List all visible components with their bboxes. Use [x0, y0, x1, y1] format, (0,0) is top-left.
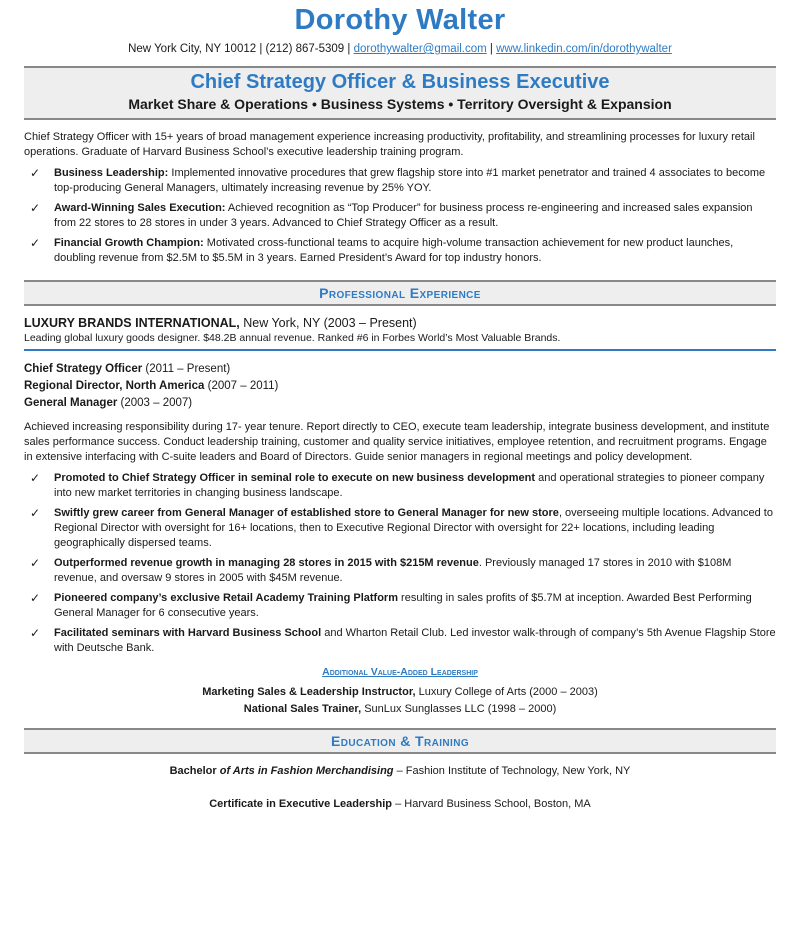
- section-title: Professional Experience: [319, 285, 481, 301]
- contact-phone: (212) 867-5309: [265, 43, 345, 55]
- roles-list: [24, 361, 776, 412]
- list-item: [24, 556, 776, 586]
- achievement-bold: Facilitated seminars with Harvard Business School: [54, 627, 322, 639]
- role-line: [24, 395, 776, 412]
- certificate-line: [24, 797, 776, 812]
- check-mark-icon: ✓: [30, 556, 41, 570]
- check-mark-icon: ✓: [30, 201, 41, 215]
- experience-section-header: [24, 280, 776, 306]
- headline: Chief Strategy Officer & Business Executive: [190, 71, 610, 93]
- additional-item-bold: National Sales Trainer,: [243, 703, 362, 715]
- achievements-list: [24, 471, 776, 656]
- achievement-text: , overseeing multiple locations. Advanced to Regional Director with oversight for 16+ locations, then to Executive Regional Director with oversight for 22+ locations, including leading geographically dispersed teams.: [54, 507, 773, 549]
- achievement-bold: Outperformed revenue growth in managing 28 stores in 2015 with $215M revenue: [54, 557, 479, 569]
- degree-name: of Arts in Fashion Merchandising: [219, 765, 394, 777]
- degree-line: [24, 764, 776, 779]
- subheadline: Market Share & Operations • Business Systems • Territory Oversight & Expansion: [128, 96, 672, 112]
- check-mark-icon: ✓: [30, 626, 41, 640]
- role-title: Chief Strategy Officer: [24, 363, 143, 375]
- degree-prefix: Bachelor: [169, 765, 220, 777]
- role-dates: (2007 – 2011): [204, 380, 279, 392]
- highlight-text: Achieved recognition as “Top Producer” for business process re-engineering and increased sales expansion from 22 stores to 28 stores in under 3 years. Advanced to Chief Strategy Officer as a result.: [54, 202, 753, 229]
- company-description: Leading global luxury goods designer. $48.2B annual revenue. Ranked #6 in Forbes World’s Most Valuable Brands.: [24, 331, 776, 351]
- role-title: Regional Director, North America: [24, 380, 205, 392]
- additional-item-bold: Marketing Sales & Leadership Instructor,: [202, 686, 416, 698]
- list-item: [24, 471, 776, 501]
- additional-item: [24, 684, 776, 701]
- achievement-bold: Promoted to Chief Strategy Officer in seminal role to execute on new business development: [54, 472, 536, 484]
- candidate-name: Dorothy Walter: [294, 4, 506, 36]
- achievement-text: and operational strategies to pioneer company into new market territories in changing business landscape.: [54, 472, 765, 499]
- highlights-list: [24, 166, 776, 266]
- additional-item: [24, 701, 776, 718]
- contact-location: New York City, NY 10012: [128, 43, 257, 55]
- highlight-text: Implemented innovative procedures that grew flagship store into #1 market penetrator and trained 4 associates to become top-producing General Managers, ultimately increasing revenue by 25% YOY.: [54, 167, 766, 194]
- contact-separator: |: [347, 43, 351, 55]
- list-item: [24, 506, 776, 551]
- section-title: Education & Training: [330, 733, 470, 749]
- check-mark-icon: ✓: [30, 236, 41, 250]
- achievement-text: and Wharton Retail Club. Led investor walk-through of company’s 5th Avenue Flagship Store with Deutsche Bank.: [54, 627, 776, 654]
- check-mark-icon: ✓: [30, 591, 41, 605]
- list-item: [24, 626, 776, 656]
- additional-leadership-title: Additional Value-Added Leadership: [322, 666, 478, 678]
- company-name: LUXURY BRANDS INTERNATIONAL,: [24, 316, 240, 330]
- list-item: [24, 166, 776, 196]
- achievement-text: resulting in sales profits of $5.7M at inception. Awarded Best Performing General Manager for 6 consecutive years.: [54, 592, 752, 619]
- achievement-text: . Previously managed 17 stores in 2010 with $108M revenue, and oversaw 9 stores in 2005 with $45M revenue.: [54, 557, 732, 584]
- list-item: [24, 236, 776, 266]
- education-section-header: [24, 728, 776, 754]
- role-dates: (2011 – Present): [142, 363, 231, 375]
- company-location: New York, NY (2003 – Present): [239, 316, 417, 330]
- role-line: [24, 378, 776, 395]
- contact-line: [24, 42, 776, 56]
- highlight-label: Financial Growth Champion:: [54, 237, 204, 249]
- achievement-bold: Swiftly grew career from General Manager of established store to General Manager for new store: [54, 507, 559, 519]
- contact-separator: |: [489, 43, 493, 55]
- highlight-label: Award-Winning Sales Execution:: [54, 202, 226, 214]
- summary-paragraph: Chief Strategy Officer with 15+ years of broad management experience increasing productivity, profitability, and streamlining processes for luxury retail operations. Graduate of Harvard Business School’s executive leadership training program.: [24, 131, 755, 158]
- contact-separator: |: [259, 43, 263, 55]
- additional-item-text: SunLux Sunglasses LLC (1998 – 2000): [361, 703, 557, 715]
- role-dates: (2003 – 2007): [117, 397, 193, 409]
- title-band: [24, 66, 776, 120]
- linkedin-link[interactable]: www.linkedin.com/in/dorothywalter: [496, 43, 672, 55]
- list-item: [24, 591, 776, 621]
- list-item: [24, 201, 776, 231]
- check-mark-icon: ✓: [30, 471, 41, 485]
- additional-item-text: Luxury College of Arts (2000 – 2003): [415, 686, 598, 698]
- achievement-bold: Pioneered company’s exclusive Retail Academy Training Platform: [54, 592, 398, 604]
- certificate-school: – Harvard Business School, Boston, MA: [392, 798, 591, 810]
- role-line: [24, 361, 776, 378]
- experience-description: Achieved increasing responsibility during 17- year tenure. Report directly to CEO, execute team leadership, integrate business development, and institute sales performance success. Conduct leadership training, customer and quality service initiatives, employee retention, and recruitment programs. Engage in extensive interfacing with C-suite leaders and Board of Directors. Guide senior managers in regional meetings and policy development.: [24, 421, 770, 463]
- degree-school: – Fashion Institute of Technology, New York, NY: [393, 765, 631, 777]
- company-line: [24, 316, 776, 331]
- role-title: General Manager: [24, 397, 118, 409]
- check-mark-icon: ✓: [30, 506, 41, 520]
- highlight-label: Business Leadership:: [54, 167, 169, 179]
- highlight-text: Motivated cross-functional teams to acquire high-volume transaction achievement for new product launches, doubling revenue from $2.5M to $5.5M in 3 years. Earned President’s Award for top industry honors.: [54, 237, 734, 264]
- check-mark-icon: ✓: [30, 166, 41, 180]
- email-link[interactable]: dorothywalter@gmail.com: [353, 43, 487, 55]
- certificate-name: Certificate in Executive Leadership: [209, 798, 393, 810]
